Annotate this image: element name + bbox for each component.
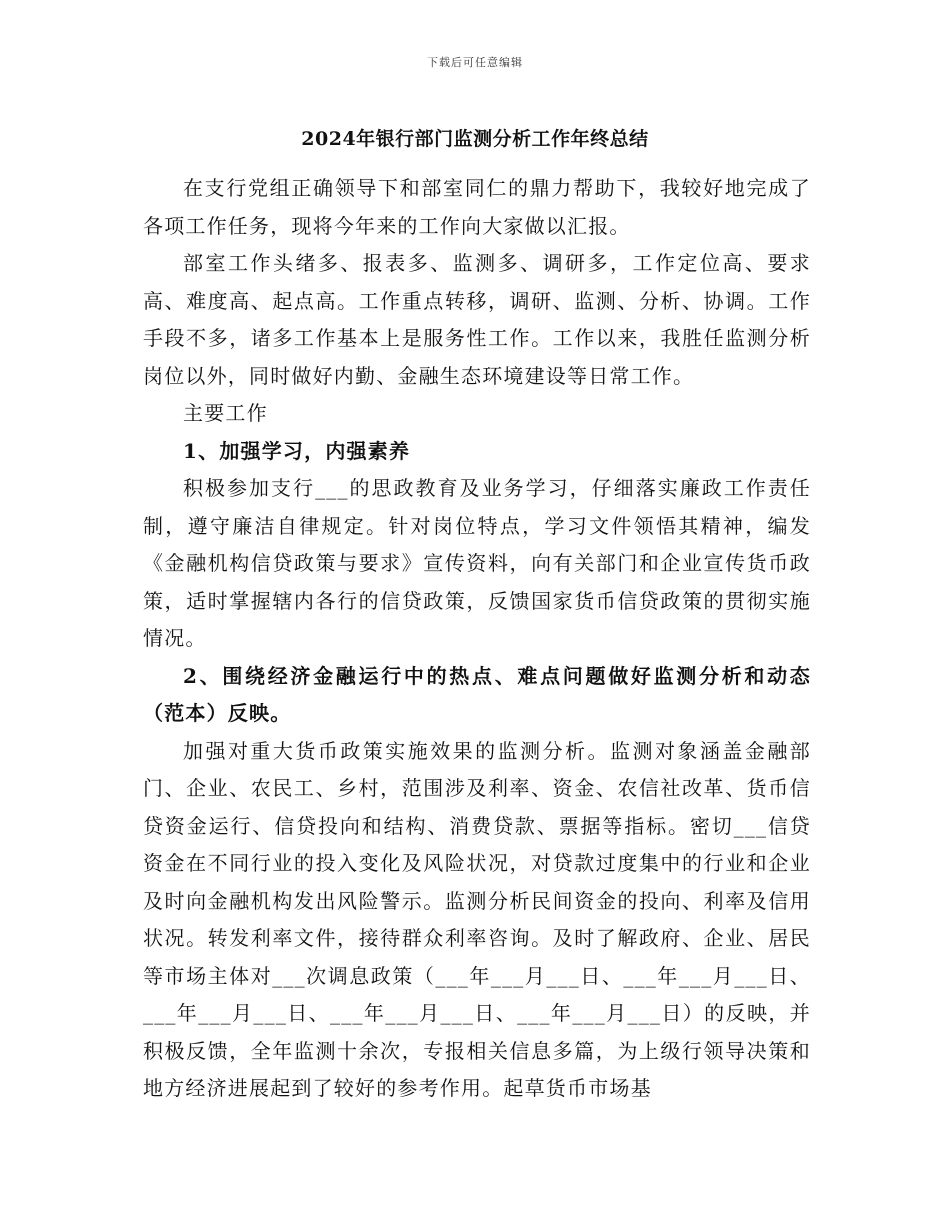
section-heading-2: 2、围绕经济金融运行中的热点、难点问题做好监测分析和动态（范本）反映。 xyxy=(143,663,811,725)
section-heading-1: 1、加强学习，内强素养 xyxy=(183,438,411,463)
paragraph-department-work: 部室工作头绪多、报表多、监测多、调研多，工作定位高、要求高、难度高、起点高。工作重点转移，调研、监测、分析、协调。工作手段不多，诸多工作基本上是服务性工作。工作以来，我胜任监测分析岗位以外，同时做好内勤、金融生态环境建设等日常工作。 xyxy=(143,251,811,388)
paragraph-main-work-label: 主要工作 xyxy=(183,401,268,425)
page-header: 下载后可任意编辑 xyxy=(427,56,523,69)
paragraph-monitoring: 加强对重大货币政策实施效果的监测分析。监测对象涵盖金融部门、企业、农民工、乡村，范围涉及利率、资金、农信社改革、货币信贷资金运行、信贷投向和结构、消费贷款、票据等指标。密切___信贷资金在不同行业的投入变化及风险状况，对贷款过度集中的行业和企业及时向金融机构发出风险警示。监测分析民间资金的投向、利率及信用状况。转发利率文件，接待群众利率咨询。及时了解政府、企业、居民等市场主体对___次调息政策（___年___月___日、___年___月___日、___年___月___日、___年___月___日、___年___月___日）的反映，并积极反馈，全年监测十余次，专报相关信息多篇，为上级行领导决策和地方经济进展起到了较好的参考作用。起草货币市场基 xyxy=(143,738,811,1100)
paragraph-intro: 在支行党组正确领导下和部室同仁的鼎力帮助下，我较好地完成了各项工作任务，现将今年来的工作向大家做以汇报。 xyxy=(143,176,811,238)
document-body xyxy=(143,170,811,1108)
document-title: 2024年银行部门监测分析工作年终总结 xyxy=(301,128,649,150)
paragraph-study: 积极参加支行___的思政教育及业务学习，仔细落实廉政工作责任制，遵守廉洁自律规定。针对岗位特点，学习文件领悟其精神，编发《金融机构信贷政策与要求》宣传资料，向有关部门和企业宣传货币政策，适时掌握辖内各行的信贷政策，反馈国家货币信贷政策的贯彻实施情况。 xyxy=(143,476,811,650)
